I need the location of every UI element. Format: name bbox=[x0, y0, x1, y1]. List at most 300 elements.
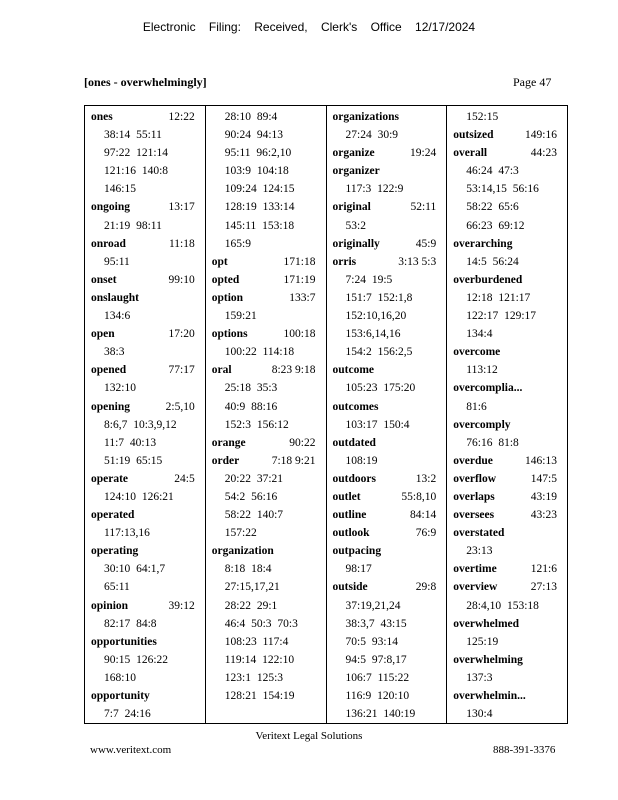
index-entry bbox=[333, 108, 443, 144]
page-line-refs: 124:10 126:21 bbox=[104, 490, 174, 503]
entry-line bbox=[91, 289, 201, 307]
index-term: orange bbox=[211, 436, 246, 449]
page-line-refs: 82:17 84:8 bbox=[104, 617, 157, 630]
entry-line bbox=[453, 361, 563, 379]
entry-line bbox=[91, 343, 201, 361]
footer-phone: 888-391-3376 bbox=[493, 744, 556, 756]
entry-line bbox=[212, 253, 322, 271]
entry-line bbox=[453, 524, 563, 542]
entry-line bbox=[212, 198, 322, 216]
entry-line bbox=[333, 615, 443, 633]
entry-line bbox=[453, 560, 563, 578]
page-line-refs: 24:5 bbox=[174, 472, 195, 485]
page-line-refs: 130:4 bbox=[466, 708, 493, 721]
entry-line bbox=[91, 506, 201, 524]
entry-line bbox=[91, 235, 201, 253]
page-line-refs: 37:19,21,24 bbox=[345, 599, 401, 612]
page-line-refs: 7:7 24:16 bbox=[104, 708, 151, 721]
index-column-3 bbox=[327, 106, 448, 723]
page-line-refs: 43:19 bbox=[530, 490, 557, 503]
index-term: overwhelmin... bbox=[453, 690, 526, 702]
entry-line bbox=[91, 615, 201, 633]
entry-line bbox=[212, 108, 322, 126]
page-line-refs: 95:11 96:2,10 bbox=[224, 147, 292, 160]
page-line-refs bbox=[554, 343, 563, 361]
page-line-refs: 81:6 bbox=[466, 400, 487, 413]
index-entry bbox=[91, 398, 201, 470]
page-line-refs: 8:6,7 10:3,9,12 bbox=[104, 418, 177, 431]
index-column-1 bbox=[85, 106, 206, 723]
page-line-refs: 152:3 156:12 bbox=[224, 418, 289, 431]
entry-line bbox=[453, 108, 563, 126]
entry-line bbox=[91, 597, 201, 615]
entry-line bbox=[453, 398, 563, 416]
index-entry bbox=[212, 452, 322, 542]
index-term: onslaught bbox=[91, 291, 139, 304]
footer-website: www.veritext.com bbox=[90, 744, 172, 756]
page-line-refs: 168:10 bbox=[104, 671, 136, 684]
page-line-refs bbox=[433, 434, 442, 452]
entry-line bbox=[212, 651, 322, 669]
page-number: Page 47 bbox=[513, 75, 552, 89]
entry-line bbox=[91, 470, 201, 488]
page-line-refs: 128:19 133:14 bbox=[224, 201, 295, 214]
entry-line bbox=[91, 434, 201, 452]
index-entry bbox=[333, 488, 443, 506]
entry-line bbox=[453, 126, 563, 144]
page-line-refs: 21:19 98:11 bbox=[104, 219, 162, 232]
entry-line bbox=[333, 307, 443, 325]
entry-line bbox=[91, 669, 201, 687]
page-line-refs: 55:8,10 bbox=[401, 490, 437, 503]
index-entry bbox=[333, 253, 443, 362]
index-entry bbox=[453, 470, 563, 488]
index-term: outsized bbox=[453, 129, 494, 142]
page-line-refs: 19:24 bbox=[410, 147, 437, 160]
entry-line bbox=[212, 144, 322, 162]
entry-line bbox=[333, 235, 443, 253]
index-term: outcomes bbox=[332, 400, 379, 413]
page-line-refs: 109:24 124:15 bbox=[224, 183, 295, 196]
entry-line bbox=[333, 253, 443, 271]
index-term: outlook bbox=[332, 527, 370, 540]
index-entry bbox=[453, 235, 563, 271]
page-line-refs: 58:22 65:6 bbox=[466, 201, 519, 214]
index-term: opening bbox=[91, 400, 130, 413]
page-line-refs bbox=[192, 506, 201, 524]
index-entry bbox=[91, 289, 201, 325]
page-line-refs: 108:23 117:4 bbox=[224, 635, 289, 648]
page-line-refs: 65:11 bbox=[104, 581, 130, 594]
index-entry bbox=[91, 108, 201, 198]
page-line-refs: 39:12 bbox=[168, 599, 195, 612]
entry-line bbox=[91, 108, 201, 126]
index-entry bbox=[91, 542, 201, 596]
index-entry bbox=[91, 198, 201, 234]
index-entry bbox=[333, 434, 443, 470]
index-entry bbox=[333, 198, 443, 234]
index-term: opinion bbox=[91, 599, 129, 612]
page-line-refs: 151:7 152:1,8 bbox=[345, 291, 413, 304]
page-line-refs: 154:2 156:2,5 bbox=[345, 346, 413, 359]
entry-line bbox=[333, 289, 443, 307]
entry-line bbox=[212, 271, 322, 289]
index-term: opened bbox=[91, 364, 127, 377]
index-entry bbox=[453, 578, 563, 614]
entry-line bbox=[212, 289, 322, 307]
entry-line bbox=[453, 379, 563, 397]
index-term: overcomplia... bbox=[453, 382, 523, 395]
page-line-refs: 147:5 bbox=[530, 472, 557, 485]
page-line-refs: 105:23 175:20 bbox=[345, 382, 416, 395]
index-entry bbox=[453, 615, 563, 651]
index-entry bbox=[333, 144, 443, 162]
page-line-refs: 157:22 bbox=[224, 527, 257, 540]
entry-line bbox=[453, 506, 563, 524]
page-line-refs: 70:5 93:14 bbox=[345, 635, 399, 648]
index-term: operating bbox=[91, 545, 139, 558]
entry-line bbox=[91, 361, 201, 379]
index-entry bbox=[333, 524, 443, 542]
entry-line bbox=[333, 470, 443, 488]
page-line-refs: 46:24 47:3 bbox=[466, 165, 519, 178]
entry-line bbox=[212, 615, 322, 633]
page-line-refs bbox=[192, 289, 201, 307]
entry-line bbox=[212, 126, 322, 144]
index-term: overflow bbox=[453, 472, 497, 485]
page-line-refs: 149:16 bbox=[525, 129, 557, 142]
index-term: oral bbox=[211, 364, 232, 377]
page-line-refs bbox=[433, 398, 442, 416]
page-line-refs: 8:18 18:4 bbox=[224, 563, 272, 576]
entry-line bbox=[212, 597, 322, 615]
page-line-refs: 100:18 bbox=[283, 328, 316, 341]
index-entry bbox=[91, 325, 201, 361]
entry-line bbox=[453, 597, 563, 615]
entry-line bbox=[453, 217, 563, 235]
page-line-refs: 108:19 bbox=[345, 454, 378, 467]
index-entry bbox=[453, 108, 563, 126]
entry-line bbox=[212, 416, 322, 434]
entry-line bbox=[453, 289, 563, 307]
page-line-refs: 2:5,10 bbox=[165, 400, 195, 413]
page-line-refs: 117:3 122:9 bbox=[345, 183, 404, 196]
index-term: overall bbox=[453, 147, 488, 160]
entry-line bbox=[333, 361, 443, 379]
entry-line bbox=[333, 452, 443, 470]
entry-line bbox=[333, 108, 443, 126]
entry-line bbox=[91, 633, 201, 651]
page-line-refs: 119:14 122:10 bbox=[224, 653, 295, 666]
index-entry bbox=[212, 361, 322, 433]
index-term: ongoing bbox=[91, 201, 130, 214]
index-table bbox=[84, 105, 568, 724]
entry-line bbox=[333, 651, 443, 669]
entry-line bbox=[212, 542, 322, 560]
filing-stamp: Electronic Filing: Received, Clerk's Office 12/17/2024 bbox=[142, 20, 476, 34]
page-line-refs: 66:23 69:12 bbox=[466, 219, 525, 232]
index-entry bbox=[453, 452, 563, 470]
entry-line bbox=[333, 379, 443, 397]
entry-line bbox=[212, 361, 322, 379]
entry-line bbox=[91, 144, 201, 162]
entry-line bbox=[91, 126, 201, 144]
index-term: organizer bbox=[332, 165, 380, 178]
page-line-refs: 121:6 bbox=[530, 563, 557, 576]
entry-line bbox=[333, 560, 443, 578]
entry-line bbox=[333, 669, 443, 687]
page-line-refs: 28:4,10 153:18 bbox=[466, 599, 539, 612]
entry-line bbox=[453, 307, 563, 325]
page-line-refs bbox=[433, 542, 442, 560]
entry-line bbox=[91, 542, 201, 560]
page-line-refs: 153:6,14,16 bbox=[345, 328, 401, 341]
index-term: operated bbox=[91, 509, 135, 522]
page-line-refs: 27:24 30:9 bbox=[345, 129, 399, 142]
entry-line bbox=[453, 180, 563, 198]
page-line-refs: 27:13 bbox=[530, 581, 557, 594]
entry-line bbox=[453, 253, 563, 271]
entry-line bbox=[333, 180, 443, 198]
page-line-refs: 7:24 19:5 bbox=[345, 273, 393, 286]
entry-line bbox=[212, 669, 322, 687]
index-term: organizations bbox=[332, 111, 399, 123]
entry-line bbox=[333, 524, 443, 542]
index-entry bbox=[91, 633, 201, 687]
entry-line bbox=[91, 651, 201, 669]
index-term: overwhelming bbox=[453, 653, 523, 666]
entry-line bbox=[212, 217, 322, 235]
page-line-refs: 13:17 bbox=[168, 201, 195, 214]
entry-line bbox=[212, 379, 322, 397]
index-entry bbox=[333, 470, 443, 488]
entry-line bbox=[333, 325, 443, 343]
entry-line bbox=[333, 198, 443, 216]
page-line-refs bbox=[554, 651, 563, 669]
index-term: open bbox=[91, 328, 115, 341]
entry-line bbox=[453, 144, 563, 162]
index-term: option bbox=[211, 291, 244, 304]
entry-line bbox=[453, 542, 563, 560]
entry-line bbox=[212, 506, 322, 524]
index-entry bbox=[212, 253, 322, 271]
page-line-refs: 29:8 bbox=[415, 581, 437, 594]
page-line-refs: 11:7 40:13 bbox=[104, 436, 157, 449]
entry-line bbox=[333, 578, 443, 596]
index-column-4 bbox=[447, 106, 567, 723]
entry-line bbox=[453, 578, 563, 596]
entry-line bbox=[91, 379, 201, 397]
page-line-refs bbox=[554, 416, 563, 434]
entry-line bbox=[333, 416, 443, 434]
index-term: onset bbox=[91, 273, 117, 286]
index-term: order bbox=[211, 454, 240, 467]
index-term: operate bbox=[91, 472, 129, 485]
entry-line bbox=[212, 434, 322, 452]
entry-line bbox=[453, 452, 563, 470]
page-line-refs: 12:18 121:17 bbox=[466, 291, 531, 304]
page-line-refs: 90:24 94:13 bbox=[224, 129, 284, 142]
entry-line bbox=[333, 144, 443, 162]
page-line-refs: 40:9 88:16 bbox=[224, 400, 278, 413]
entry-line bbox=[91, 307, 201, 325]
index-entry bbox=[453, 687, 563, 723]
index-entry bbox=[453, 379, 563, 415]
index-term: overlaps bbox=[453, 490, 495, 503]
entry-line bbox=[453, 669, 563, 687]
entry-line bbox=[91, 687, 201, 705]
page-line-refs bbox=[554, 615, 563, 633]
page-line-refs: 20:22 37:21 bbox=[224, 472, 284, 485]
entry-line bbox=[453, 615, 563, 633]
page-line-refs: 38:14 55:11 bbox=[104, 129, 162, 142]
index-term: outpacing bbox=[332, 545, 382, 558]
entry-line bbox=[91, 416, 201, 434]
page-line-refs: 76:9 bbox=[415, 527, 437, 540]
entry-line bbox=[91, 325, 201, 343]
page-line-refs: 134:4 bbox=[466, 328, 493, 341]
index-entry bbox=[91, 271, 201, 289]
index-entry bbox=[333, 235, 443, 253]
entry-line bbox=[91, 398, 201, 416]
index-entry bbox=[91, 687, 201, 723]
entry-line bbox=[453, 235, 563, 253]
page-line-refs: 145:11 153:18 bbox=[224, 219, 295, 232]
index-term: outdoors bbox=[332, 472, 376, 485]
entry-line bbox=[212, 687, 322, 705]
index-entry bbox=[333, 578, 443, 723]
index-term: overwhelmed bbox=[453, 617, 520, 630]
entry-line bbox=[91, 162, 201, 180]
entry-line bbox=[333, 162, 443, 180]
entry-line bbox=[91, 488, 201, 506]
page-line-refs: 45:9 bbox=[415, 237, 437, 250]
page-line-refs bbox=[554, 379, 563, 397]
index-term: original bbox=[332, 201, 371, 214]
entry-line bbox=[333, 126, 443, 144]
index-term: organization bbox=[211, 545, 274, 558]
index-entry bbox=[453, 271, 563, 343]
page-line-refs bbox=[554, 271, 563, 289]
page-line-refs: 146:15 bbox=[104, 183, 136, 196]
index-term: orris bbox=[332, 255, 357, 268]
index-term: outlet bbox=[332, 490, 361, 503]
entry-line bbox=[453, 416, 563, 434]
page-line-refs: 171:18 bbox=[283, 255, 316, 268]
page-line-refs bbox=[313, 542, 322, 560]
page-line-refs bbox=[554, 524, 563, 542]
index-entry bbox=[453, 416, 563, 452]
page-line-refs bbox=[433, 361, 442, 379]
page-line-refs: 43:23 bbox=[530, 509, 557, 522]
index-entry bbox=[91, 361, 201, 397]
entry-line bbox=[453, 343, 563, 361]
page-line-refs: 106:7 115:22 bbox=[345, 671, 410, 684]
entry-line bbox=[91, 452, 201, 470]
page-line-refs: 99:10 bbox=[168, 273, 195, 286]
entry-line bbox=[333, 434, 443, 452]
page-line-refs: 100:22 114:18 bbox=[224, 346, 295, 359]
page-line-refs: 12:22 bbox=[168, 111, 195, 123]
entry-line bbox=[212, 180, 322, 198]
entry-line bbox=[212, 560, 322, 578]
index-entry bbox=[212, 325, 322, 361]
entry-line bbox=[333, 398, 443, 416]
entry-line bbox=[333, 506, 443, 524]
page-line-refs: 53:2 bbox=[345, 219, 366, 232]
entry-line bbox=[453, 470, 563, 488]
entry-line bbox=[91, 524, 201, 542]
entry-line bbox=[91, 253, 201, 271]
page-line-refs: 30:10 64:1,7 bbox=[104, 563, 166, 576]
entry-line bbox=[333, 488, 443, 506]
entry-line bbox=[212, 578, 322, 596]
index-entry bbox=[212, 108, 322, 253]
entry-line bbox=[212, 488, 322, 506]
index-term: overdue bbox=[453, 454, 493, 467]
page-line-refs: 103:9 104:18 bbox=[224, 165, 289, 178]
page-line-refs: 146:13 bbox=[525, 454, 557, 467]
entry-line bbox=[212, 235, 322, 253]
page-line-refs: 13:2 bbox=[415, 472, 437, 485]
index-term: overburdened bbox=[453, 273, 523, 286]
index-term: overtime bbox=[453, 563, 497, 576]
page-line-refs: 165:9 bbox=[224, 237, 251, 250]
index-entry bbox=[212, 289, 322, 325]
index-entry bbox=[333, 542, 443, 578]
page-line-refs: 152:10,16,20 bbox=[345, 310, 407, 323]
entry-line bbox=[212, 162, 322, 180]
entry-line bbox=[333, 705, 443, 723]
entry-line bbox=[91, 198, 201, 216]
index-entry bbox=[91, 470, 201, 506]
page-line-refs bbox=[433, 162, 442, 180]
index-entry bbox=[453, 651, 563, 687]
page-line-refs: 97:22 121:14 bbox=[104, 147, 169, 160]
index-entry bbox=[453, 343, 563, 379]
index-term: opportunity bbox=[91, 690, 150, 702]
page-line-refs: 52:11 bbox=[410, 201, 437, 214]
entry-line bbox=[212, 325, 322, 343]
page-line-refs: 103:17 150:4 bbox=[345, 418, 410, 431]
index-entry bbox=[91, 597, 201, 633]
index-term: originally bbox=[332, 237, 380, 250]
entry-line bbox=[212, 343, 322, 361]
entry-line bbox=[333, 542, 443, 560]
index-term: ones bbox=[91, 111, 113, 123]
page-line-refs: 159:21 bbox=[224, 310, 257, 323]
page-line-refs: 44:23 bbox=[530, 147, 557, 160]
page-line-refs: 133:7 bbox=[289, 291, 316, 304]
entry-line bbox=[453, 488, 563, 506]
page-line-refs: 122:17 129:17 bbox=[466, 310, 537, 323]
entry-line bbox=[91, 217, 201, 235]
index-entry bbox=[91, 506, 201, 542]
page-line-refs: 38:3 bbox=[104, 346, 125, 359]
page-line-refs: 8:23 9:18 bbox=[271, 364, 316, 377]
entry-line bbox=[453, 198, 563, 216]
entry-line bbox=[91, 705, 201, 723]
page-line-refs: 53:14,15 56:16 bbox=[466, 183, 539, 196]
entry-line bbox=[91, 180, 201, 198]
index-term: overarching bbox=[453, 237, 513, 250]
index-entry bbox=[333, 398, 443, 434]
index-term: outline bbox=[332, 509, 367, 522]
index-term: outdated bbox=[332, 436, 376, 449]
page-line-refs: 117:13,16 bbox=[104, 527, 150, 540]
page-line-refs: 76:16 81:8 bbox=[466, 436, 519, 449]
index-entry bbox=[453, 524, 563, 560]
